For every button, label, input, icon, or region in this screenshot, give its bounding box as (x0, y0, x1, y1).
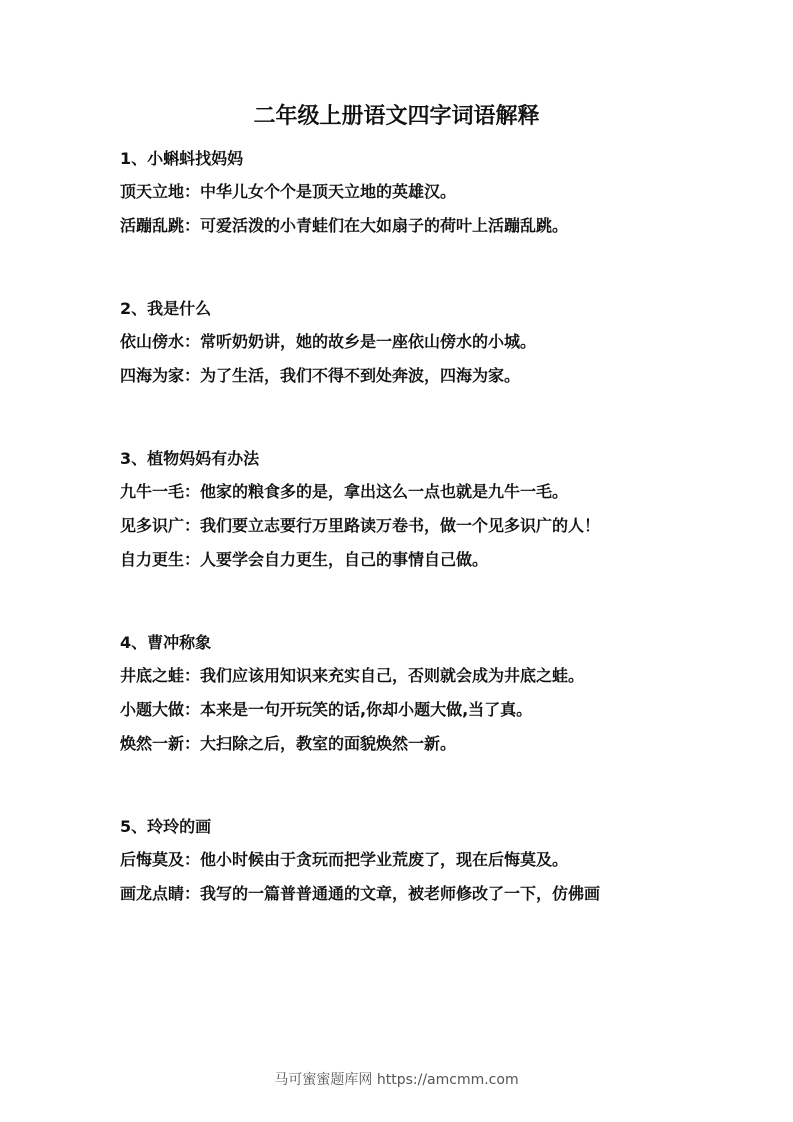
section-4 (120, 627, 720, 761)
section-3 (120, 443, 720, 577)
section-heading: 4、曹冲称象 (120, 633, 212, 652)
section-heading: 1、小蝌蚪找妈妈 (120, 149, 244, 168)
footer-watermark: 马可蜜蜜题库网 https://amcmm.com (274, 1072, 519, 1088)
section-heading: 2、我是什么 (120, 299, 212, 318)
idiom-entry: 后悔莫及：他小时候由于贪玩而把学业荒废了，现在后悔莫及。 (120, 850, 569, 869)
idiom-entry: 井底之蛙：我们应该用知识来充实自己，否则就会成为井底之蛙。 (120, 666, 585, 685)
page-title: 二年级上册语文四字词语解释 (253, 103, 540, 129)
document-body (120, 143, 720, 911)
section-heading: 5、玲玲的画 (120, 817, 212, 836)
section-1 (120, 143, 720, 243)
section-5 (120, 811, 720, 911)
idiom-entry: 活蹦乱跳：可爱活泼的小青蛙们在大如扇子的荷叶上活蹦乱跳。 (120, 216, 569, 235)
idiom-entry: 小题大做：本来是一句开玩笑的话,你却小题大做,当了真。 (120, 700, 533, 719)
idiom-entry: 九牛一毛：他家的粮食多的是，拿出这么一点也就是九牛一毛。 (120, 482, 569, 501)
idiom-entry: 四海为家：为了生活，我们不得不到处奔波，四海为家。 (120, 366, 521, 385)
idiom-entry: 焕然一新：大扫除之后，教室的面貌焕然一新。 (120, 734, 457, 753)
idiom-entry: 自力更生：人要学会自力更生，自己的事情自己做。 (120, 550, 489, 569)
idiom-entry: 画龙点睛：我写的一篇普普通通的文章，被老师修改了一下，仿佛画 (120, 884, 601, 903)
idiom-entry: 顶天立地：中华儿女个个是顶天立地的英雄汉。 (120, 182, 457, 201)
section-2 (120, 293, 720, 393)
idiom-entry: 依山傍水：常听奶奶讲，她的故乡是一座依山傍水的小城。 (120, 332, 537, 351)
idiom-entry: 见多识广：我们要立志要行万里路读万卷书，做一个见多识广的人！ (120, 516, 601, 535)
section-heading: 3、植物妈妈有办法 (120, 449, 260, 468)
